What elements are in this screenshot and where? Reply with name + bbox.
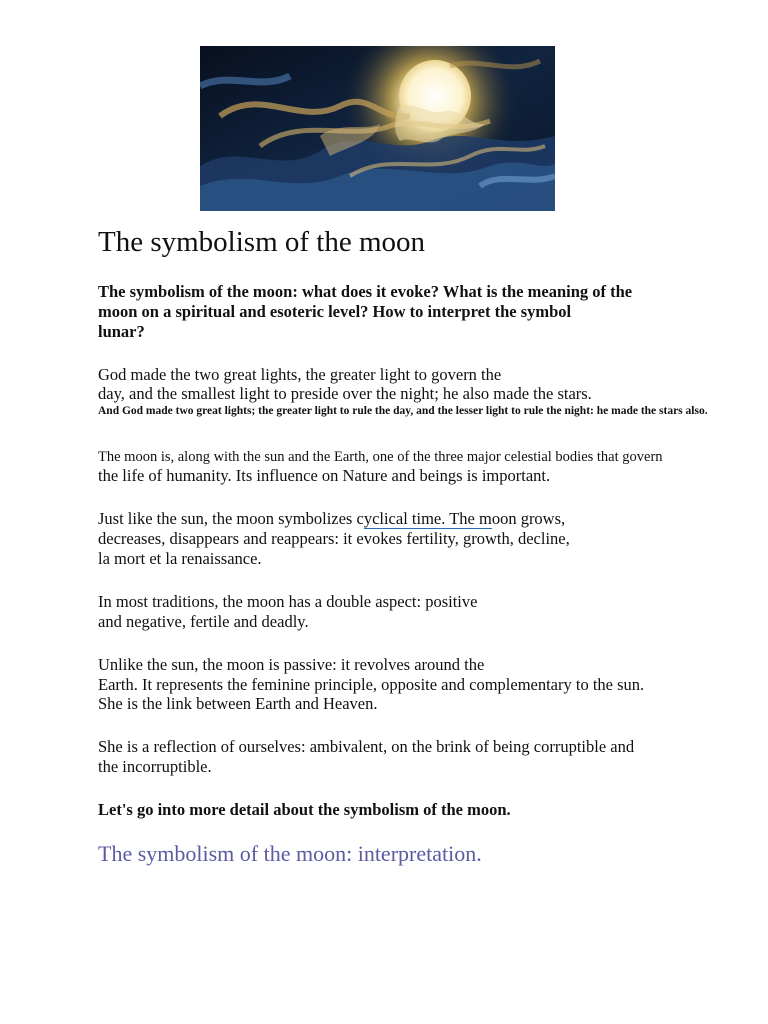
quote-english: And God made two great lights; the greater light to rule the day, and the lesser light to rule the night: he made the stars also.: [98, 405, 708, 417]
para4-line-2: Earth. It represents the feminine principle, opposite and complementary to the sun.: [98, 675, 645, 694]
intro-line-1: The symbolism of the moon: what does it evoke? What is the meaning of the: [98, 282, 633, 301]
para4-line-3: She is the link between Earth and Heaven.: [98, 694, 378, 713]
para2-line-1-end: oon grows,: [491, 509, 566, 528]
intro-line-3: lunar?: [98, 322, 145, 341]
intro-line-2: moon on a spiritual and esoteric level? How to interpret the symbol: [98, 302, 572, 321]
para2-line-3: la mort et la renaissance.: [98, 549, 262, 568]
para1-line-2: the life of humanity. Its influence on Nature and beings is important.: [98, 466, 551, 485]
moon-painting-image: [200, 46, 555, 211]
para2-line-1: [98, 509, 565, 529]
para3-line-2: and negative, fertile and deadly.: [98, 612, 309, 631]
para3-line-1: In most traditions, the moon has a double aspect: positive: [98, 592, 478, 611]
para2-line-2: decreases, disappears and reappears: it evokes fertility, growth, decline,: [98, 529, 570, 548]
closing-line: Let's go into more detail about the symbolism of the moon.: [98, 800, 511, 819]
cyclical-time-link[interactable]: yclical time. The m: [363, 509, 492, 528]
para1-line-1: The moon is, along with the sun and the Earth, one of the three major celestial bodies that govern: [98, 449, 663, 465]
para5-line-1: She is a reflection of ourselves: ambivalent, on the brink of being corruptible and: [98, 737, 635, 756]
quote-line-2: day, and the smallest light to preside over the night; he also made the stars.: [98, 384, 592, 403]
para2-line-1-start: Just like the sun, the moon symbolizes c: [98, 509, 364, 528]
quote-line-1: God made the two great lights, the greater light to govern the: [98, 365, 502, 384]
para4-line-1: Unlike the sun, the moon is passive: it revolves around the: [98, 655, 485, 674]
page-title: The symbolism of the moon: [98, 226, 426, 258]
section-subtitle: The symbolism of the moon: interpretation.: [98, 841, 482, 866]
para5-line-2: the incorruptible.: [98, 757, 212, 776]
